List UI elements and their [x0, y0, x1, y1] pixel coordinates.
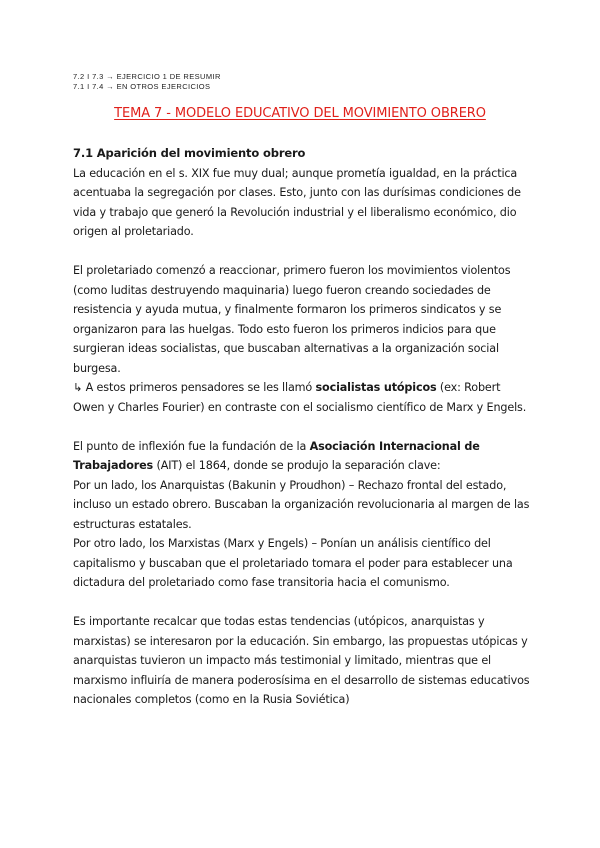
paragraph: La educación en el s. XIX fue muy dual; aunque prometía igualdad, en la práctica acentuaba la segregación por clases. Esto, junto con las durísimas condiciones de vida y trabajo que generó la Revolución industrial y el liberalismo económico, dio origen al proletariado. — [73, 166, 521, 238]
bold-term: socialistas utópicos — [315, 381, 437, 394]
note-line: 7.2 I 7.3 → EJERCICIO 1 DE RESUMIR — [73, 72, 221, 81]
margin-notes — [73, 72, 221, 92]
note-line: 7.1 I 7.4 → EN OTROS EJERCICIOS — [73, 82, 211, 91]
bold-term: Asociación Internacional de Trabajadores — [73, 439, 480, 472]
paragraph: Por otro lado, los Marxistas (Marx y Engels) – Ponían un análisis científico del capitalismo y buscaban que el proletariado tomara el poder para establecer una dictadura del proletariado como fase transitoria hacia el comunismo. — [73, 537, 513, 589]
paragraph: El proletariado comenzó a reaccionar, primero fueron los movimientos violentos (como luditas destruyendo maquinaria) luego fueron creando sociedades de resistencia y ayuda mutua, y finalmente formaron los primeros sindicatos y se organizaron para las huelgas. Todo esto fueron los primeros indicios para que surgieran ideas socialistas, que buscaban alternativas a la organización social burgesa. — [73, 264, 511, 375]
document-body — [73, 144, 535, 710]
paragraph: Por un lado, los Anarquistas (Bakunin y Proudhon) – Rechazo frontal del estado, incluso un estado obrero. Buscaban la organización revolucionaria al margen de las estructuras estatales. — [73, 478, 530, 531]
section-heading: 7.1 Aparición del movimiento obrero — [73, 146, 306, 160]
page-title: TEMA 7 - MODELO EDUCATIVO DEL MOVIMIENTO OBRERO — [114, 106, 486, 121]
paragraph: Es importante recalcar que todas estas tendencias (utópicos, anarquistas y marxistas) se interesaron por la educación. Sin embargo, las propuestas utópicas y anarquistas tuvieron un impacto más testimonial y limitado, mientras que el marxismo influiría de manera poderosísima en el desarrollo de sistemas educativos nacionales completos (como en la Rusia Soviética) — [73, 615, 530, 706]
paragraph: El punto de inflexión fue la fundación de la Asociación Internacional de Trabajadores (AIT) el 1864, donde se produjo la separación clave: — [73, 439, 480, 472]
paragraph: ↳ A estos primeros pensadores se les llamó socialistas utópicos (ex: Robert Owen y Charles Fourier) en contraste con el socialismo científico de Marx y Engels. — [73, 381, 527, 414]
